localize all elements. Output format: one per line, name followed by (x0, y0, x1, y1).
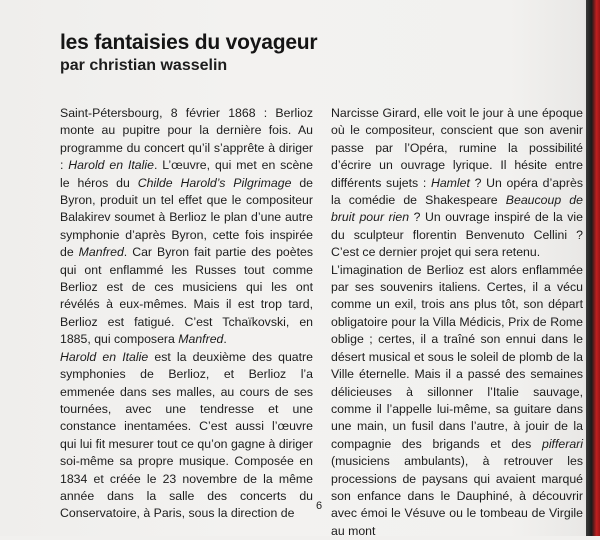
italic-text-run: Harold en Italie (60, 349, 149, 364)
text-column-right (331, 105, 583, 540)
text-column-left (60, 105, 313, 523)
italic-text-run: Childe Harold’s Pilgrimage (137, 175, 292, 190)
article-title: les fantaisies du voyageur (60, 31, 318, 54)
text-run: (musiciens ambulants), à retrouver les processions de paysans qui avaient marqué son enfance dans le Dauphiné, à découvrir avec émoi le Vésuve ou le tombeau de Virgile au mont (331, 454, 583, 538)
text-run: . L’œuvre, qui met en scène le héros du (60, 158, 313, 190)
page-edge-spine (586, 0, 600, 536)
text-run: ? Un opéra d’après la comédie de Shakespeare (331, 175, 583, 208)
italic-text-run: Harold en Italie (68, 158, 154, 173)
paragraph (60, 105, 313, 349)
text-run: L’imagination de Berlioz est alors enflammée par ses souvenirs italiens. Certes, il a vécu comme un exil, trois ans plus tôt, son départ obligatoire pour la Villa Médicis, Prix de Rome oblige ; certes, il a traîné son ennui dans le désert musical et sous le soleil de plomb de la Ville éternelle. Mais il a passé des semaines délicieuses à sillonner l’Italie sauvage, comme il l’appelle lui-même, sa guitare dans une main, un fusil dans l’autre, à jouir de la compagnie des brigands et des (331, 262, 583, 451)
text-run: ? Un ouvrage inspiré de la vie du sculpteur florentin Benvenuto Cellini ? C’est ce dernier projet qui sera retenu. (331, 210, 584, 260)
paragraph (331, 105, 583, 262)
paragraph (331, 262, 583, 540)
page-number: 6 (316, 500, 323, 512)
text-run: Narcisse Girard, elle voit le jour à une époque où le compositeur, conscient que son avenir passe par l’Opéra, rumine la possibilité d’écrire un ouvrage lyrique. Il hésite entre différents sujets : (331, 106, 583, 190)
text-run: Saint-Pétersbourg, 8 février 1868 : Berlioz monte au pupitre pour la dernière fois. Au programme du concert qu’il s’apprête à diriger : (60, 106, 313, 173)
italic-text-run: Manfred (78, 245, 124, 260)
text-run: de Byron, produit un tel effet que le compositeur Balakirev soumet à Berlioz le plan d’une autre symphonie d’après Byron, cette fois inspirée de (60, 175, 313, 260)
text-run: est la deuxième des quatre symphonies de Berlioz, et Berlioz l’a emmenée dans ses malles, au cours de ses tournées, avec une tendresse et une constance inentamées. C’est aussi l’œuvre qui lui fit mesurer tout ce qu’on gagne à diriger soi-même sa propre musique. Composée en 1834 et créée le 23 novembre de la même année dans la salle des concerts du Conservatoire, à Paris, sous la direction de (60, 349, 313, 521)
text-run: . (223, 332, 227, 347)
article-byline: par christian wasselin (60, 57, 228, 74)
italic-text-run: Manfred (178, 332, 224, 347)
italic-text-run: Hamlet (430, 175, 470, 190)
italic-text-run: Beaucoup de bruit pour rien (331, 193, 583, 225)
paragraph (60, 349, 313, 523)
italic-text-run: pifferari (541, 436, 583, 451)
text-run: . Car Byron fait partie des poètes qui ont enflammé les Russes tout comme Berlioz est de ces musiciens qui les ont révélés à eux-mêmes. Mais il est trop tard, Berlioz est fatigué. C’est Tchaïkovski, en 1885, qui composera (60, 245, 313, 347)
